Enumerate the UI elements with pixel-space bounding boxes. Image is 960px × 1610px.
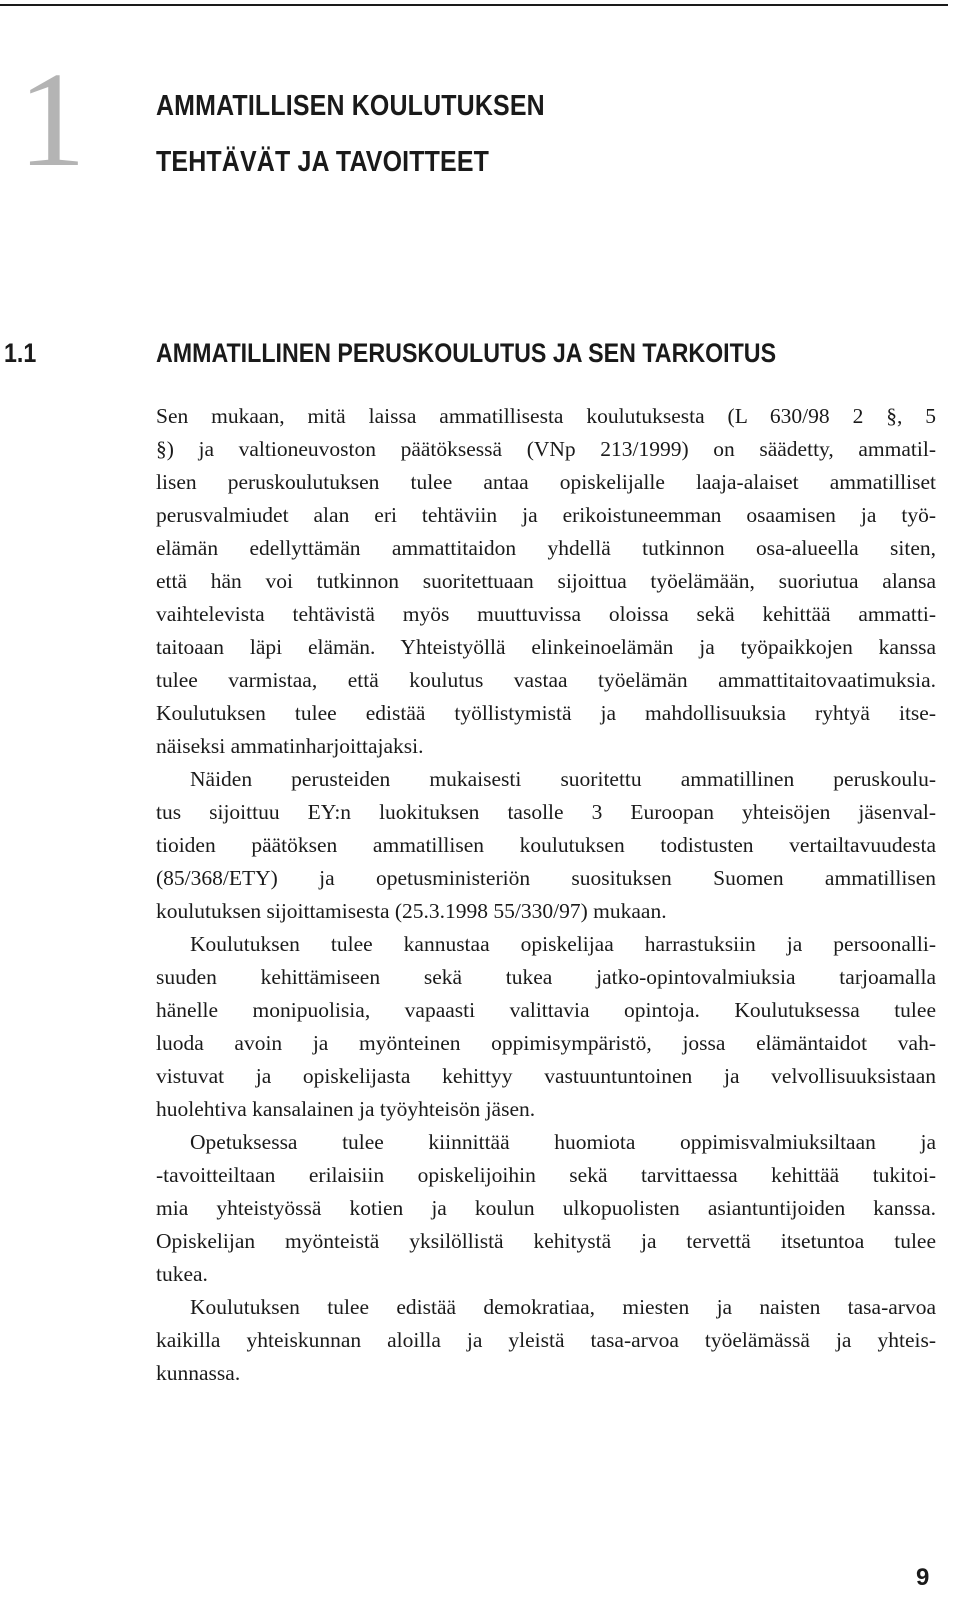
text-line: §) ja valtioneuvoston päätöksessä (VNp 213/1999) on säädetty, ammatil- bbox=[156, 437, 936, 461]
text-line: tus sijoittuu EY:n luokituksen tasolle 3 Euroopan yhteisöjen jäsenval- bbox=[156, 800, 936, 824]
paragraph bbox=[156, 1126, 936, 1291]
text-line: Sen mukaan, mitä laissa ammatillisesta koulutuksesta (L 630/98 2 §, 5 bbox=[156, 404, 936, 428]
text-line: kunnassa. bbox=[156, 1361, 241, 1385]
text-line: perusvalmiudet alan eri tehtäviin ja erikoistuneemman osaamisen ja työ- bbox=[156, 503, 936, 527]
text-line: vaihtelevista tehtävistä myös muuttuvissa oloissa sekä kehittää ammatti- bbox=[156, 602, 936, 626]
text-line: suuden kehittämiseen sekä tukea jatko-opintovalmiuksia tarjoamalla bbox=[156, 965, 936, 989]
text-line: Näiden perusteiden mukaisesti suoritettu ammatillinen peruskoulu- bbox=[190, 767, 936, 791]
text-line: tukea. bbox=[156, 1262, 208, 1286]
paragraph bbox=[156, 1291, 936, 1390]
text-line: että hän voi tutkinnon suoritettuaan sijoittua työelämään, suoriutua alansa bbox=[156, 569, 936, 593]
page-number: 9 bbox=[916, 1564, 930, 1591]
top-rule bbox=[0, 4, 948, 6]
text-line: Opiskelijan myönteistä yksilöllistä kehitystä ja tervettä itsetuntoa tulee bbox=[156, 1229, 936, 1253]
text-line: elämän edellyttämän ammattitaidon yhdellä tutkinnon osa-alueella siten, bbox=[156, 536, 936, 560]
chapter-title-line: TEHTÄVÄT JA TAVOITTEET bbox=[156, 146, 490, 178]
chapter-number: 1 bbox=[18, 45, 86, 195]
paragraph bbox=[156, 400, 936, 763]
section-number: 1.1 bbox=[4, 338, 37, 368]
text-line: koulutuksen sijoittamisesta (25.3.1998 55/330/97) mukaan. bbox=[156, 899, 667, 923]
section-title: AMMATILLINEN PERUSKOULUTUS JA SEN TARKOITUS bbox=[156, 338, 777, 368]
text-line: lisen peruskoulutuksen tulee antaa opiskelijalle laaja-alaiset ammatilliset bbox=[156, 470, 936, 494]
chapter-title-line: AMMATILLISEN KOULUTUKSEN bbox=[156, 90, 545, 122]
text-line: Koulutuksen tulee kannustaa opiskelijaa harrastuksiin ja persoonalli- bbox=[190, 932, 936, 956]
text-line: Koulutuksen tulee edistää demokratiaa, miesten ja naisten tasa-arvoa bbox=[190, 1295, 936, 1319]
text-line: mia yhteistyössä kotien ja koulun ulkopuolisten asiantuntijoiden kanssa. bbox=[156, 1196, 936, 1220]
text-line: kaikilla yhteiskunnan aloilla ja yleistä tasa-arvoa työelämässä ja yhteis- bbox=[156, 1328, 936, 1352]
text-line: Opetuksessa tulee kiinnittää huomiota oppimisvalmiuksiltaan ja bbox=[190, 1130, 936, 1154]
text-line: näiseksi ammatinharjoittajaksi. bbox=[156, 734, 424, 758]
text-line: hänelle monipuolisia, vapaasti valittavia opintoja. Koulutuksessa tulee bbox=[156, 998, 936, 1022]
text-line: vistuvat ja opiskelijasta kehittyy vastuuntuntoinen ja velvollisuuksistaan bbox=[156, 1064, 936, 1088]
paragraph bbox=[156, 928, 936, 1126]
text-line: luoda avoin ja myönteinen oppimisympäristö, jossa elämäntaidot vah- bbox=[156, 1031, 936, 1055]
text-line: -tavoitteiltaan erilaisiin opiskelijoihin sekä tarvittaessa kehittää tukitoi- bbox=[156, 1163, 936, 1187]
text-line: (85/368/ETY) ja opetusministeriön suosituksen Suomen ammatillisen bbox=[156, 866, 936, 890]
text-line: tioiden päätöksen ammatillisen koulutuksen todistusten vertailtavuudesta bbox=[156, 833, 936, 857]
text-line: tulee varmistaa, että koulutus vastaa työelämän ammattitaitovaatimuksia. bbox=[156, 668, 936, 692]
text-line: taitoaan läpi elämän. Yhteistyöllä elinkeinoelämän ja työpaikkojen kanssa bbox=[156, 635, 936, 659]
chapter-title bbox=[156, 78, 545, 190]
paragraph bbox=[156, 763, 936, 928]
text-line: huolehtiva kansalainen ja työyhteisön jäsen. bbox=[156, 1097, 536, 1121]
text-line: Koulutuksen tulee edistää työllistymistä ja mahdollisuuksia ryhtyä itse- bbox=[156, 701, 936, 725]
body-text bbox=[156, 400, 936, 1390]
